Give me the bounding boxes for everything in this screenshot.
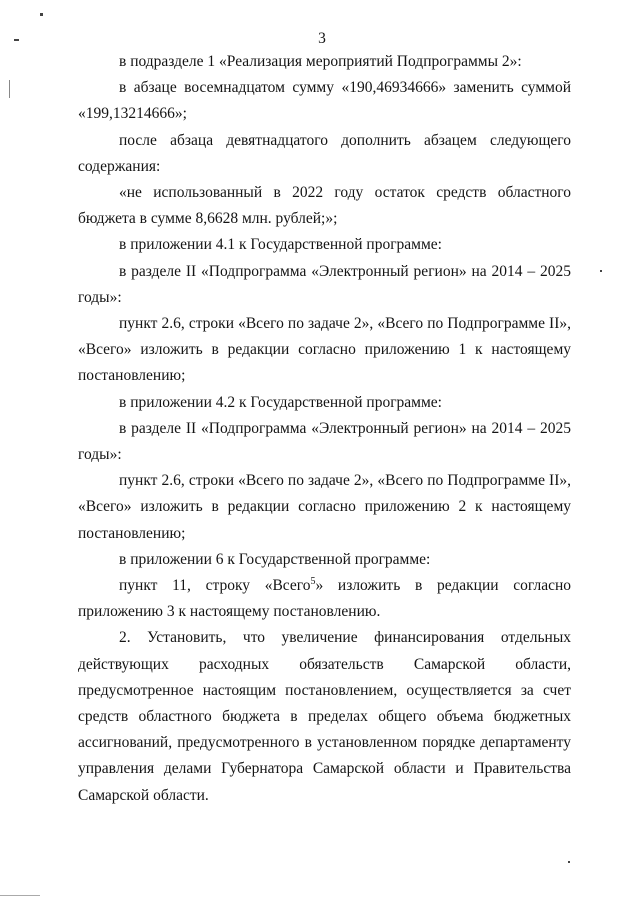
scan-artifact: [0, 895, 40, 896]
paragraph: в приложении 4.1 к Государственной программе:: [119, 236, 442, 254]
paragraph: [78, 573, 571, 625]
paragraph: после абзаца девятнадцатого дополнить абзацем следующего содержания:: [78, 131, 571, 175]
paragraph: в приложении 4.2 к Государственной программе:: [119, 393, 442, 411]
page-number: 3: [318, 30, 326, 47]
paragraph: «не использованный в 2022 году остаток средств областного бюджета в сумме 8,6628 млн. рублей;»;: [78, 184, 571, 228]
footnote-superscript: 5: [310, 575, 316, 587]
paragraph-text-part: » изложить в редакции согласно приложению 3 к настоящему постановлению.: [78, 577, 571, 621]
paragraph: в абзаце восемнадцатом сумму «190,46934666» заменить суммой «199,13214666»;: [78, 79, 571, 123]
paragraph: в разделе II «Подпрограмма «Электронный регион» на 2014 – 2025 годы»:: [78, 419, 571, 464]
paragraph: пункт 2.6, строки «Всего по задаче 2», «Всего по Подпрограмме II», «Всего» изложить в редакции согласно приложению 2 к настоящему постановлению;: [78, 472, 571, 542]
scan-speck: [568, 861, 570, 863]
scan-artifact: [9, 80, 10, 98]
paragraph-text-part: пункт 11, строку «Всего: [119, 577, 311, 595]
paragraph: 2. Установить, что увеличение финансирования отдельных действующих расходных обязательств Самарской области, предусмотренное настоящим постановлением, осуществляется за счет средств областного бюджета в пределах общего объема бюджетных ассигнований, предусмотренного в установленном порядке департаменту управления делами Губернатора Самарской области и Правительства Самарской области.: [78, 629, 571, 804]
paragraph: в подразделе 1 «Реализация мероприятий Подпрограммы 2»:: [119, 53, 522, 70]
paragraph: в разделе II «Подпрограмма «Электронный регион» на 2014 – 2025 годы»:: [78, 262, 571, 306]
paragraph: в приложении 6 к Государственной программе:: [119, 550, 431, 568]
paragraph: пункт 2.6, строки «Всего по задаче 2», «Всего по Подпрограмме II», «Всего» изложить в редакции согласно приложению 1 к настоящему постановлению;: [78, 315, 571, 385]
scan-speck: [40, 13, 43, 16]
document-body: [78, 49, 571, 809]
scan-speck: [600, 270, 602, 272]
